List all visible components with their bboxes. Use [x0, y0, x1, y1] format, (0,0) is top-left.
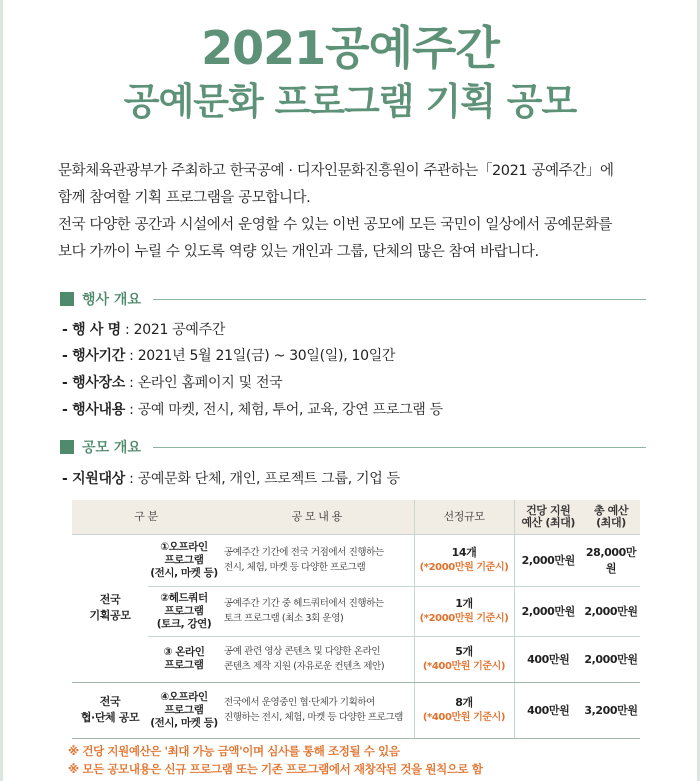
section-title: 공모 개요 — [82, 440, 141, 456]
scale-note: (*2000만원 기준시) — [419, 613, 509, 624]
program-scale — [414, 534, 514, 586]
program-scale — [414, 682, 514, 738]
program-budget: 2,000만원 — [514, 534, 582, 586]
program-total: 28,000만원 — [582, 534, 640, 586]
header-scale: 선정규모 — [414, 500, 514, 534]
table-row — [72, 534, 640, 586]
header-total — [582, 500, 640, 534]
info-label: - 지원대상 — [62, 471, 125, 487]
info-value: : 2021년 5월 21일(금) ~ 30일(일), 10일간 — [124, 348, 396, 364]
group-label-association: 전국 협·단체 공모 — [72, 682, 148, 738]
program-type: ②헤드쿼터 프로그램 (토크, 강연) — [148, 586, 220, 636]
eligibility-row — [62, 469, 400, 489]
info-value: : 온라인 홈페이지 및 전국 — [124, 375, 283, 391]
info-label: - 행 사 명 — [62, 322, 121, 338]
program-desc: 공예주간 기간에 전국 거점에서 진행하는 전시, 체험, 마켓 등 다양한 프로그램 — [220, 534, 414, 586]
info-label: - 행사기간 — [62, 348, 125, 364]
contest-table — [72, 500, 640, 739]
section-marker-icon — [60, 440, 74, 454]
header-budget-line1: 건당 지원 — [526, 503, 571, 517]
note-originality: ※ 모든 공모내용은 신규 프로그램 또는 기존 프로그램에서 재창작된 것을 원칙으로 함 — [68, 762, 483, 776]
table-row — [72, 636, 640, 682]
header-total-line2: (최대) — [596, 515, 626, 529]
group-label-national: 전국 기획공모 — [72, 534, 148, 682]
section-marker-icon — [60, 292, 74, 306]
program-budget: 400만원 — [514, 682, 582, 738]
program-scale — [414, 586, 514, 636]
intro-line: 함께 참여할 기획 프로그램을 공모합니다. — [58, 190, 311, 206]
intro-paragraph — [58, 158, 658, 266]
section-title: 행사 개요 — [82, 292, 141, 308]
info-label: - 행사내용 — [62, 402, 125, 418]
note-budget: ※ 건당 지원예산은 '최대 가능 금액'이며 심사를 통해 조정될 수 있음 — [68, 744, 400, 758]
program-type: ④오프라인 프로그램 (전시, 마켓 등) — [148, 682, 220, 738]
page-title-line2: 공예문화 프로그램 기획 공모 — [123, 80, 577, 123]
header-total-line1: 총 예산 — [593, 503, 629, 517]
table-row — [72, 682, 640, 738]
event-name-row — [62, 320, 225, 340]
program-scale — [414, 636, 514, 682]
program-desc: 공예주간 기간 중 헤드쿼터에서 진행하는 토크 프로그램 (최소 3회 운영) — [220, 586, 414, 636]
scale-note: (*400만원 기준시) — [422, 661, 506, 672]
intro-line: 보다 가까이 누릴 수 있도록 역량 있는 개인과 그룹, 단체의 많은 참여 바랍니다. — [58, 244, 539, 260]
info-value: : 공예 마켓, 전시, 체험, 투어, 교육, 강연 프로그램 등 — [124, 402, 443, 418]
event-period-row — [62, 346, 395, 366]
scale-note: (*400만원 기준시) — [422, 712, 506, 723]
program-budget: 2,000만원 — [514, 586, 582, 636]
header-budget — [514, 500, 582, 534]
scale-count: 5개 — [455, 645, 473, 658]
info-value: : 2021 공예주간 — [120, 322, 226, 338]
event-content-row — [62, 400, 443, 420]
page-title-line1: 2021공예주간 — [201, 21, 499, 75]
header-content: 공 모 내 용 — [220, 500, 414, 534]
section-divider — [153, 447, 646, 448]
event-place-row — [62, 373, 282, 393]
scale-count: 14개 — [451, 546, 477, 559]
program-total: 2,000만원 — [582, 636, 640, 682]
scale-count: 8개 — [455, 696, 473, 709]
intro-line: 문화체육관광부가 주최하고 한국공예 · 디자인문화진흥원이 주관하는「2021 공예주간」에 — [58, 163, 614, 179]
table-header-row — [72, 500, 640, 534]
header-budget-line2: 예산 (최대) — [521, 515, 576, 529]
scale-count: 1개 — [455, 597, 473, 610]
program-budget: 400만원 — [514, 636, 582, 682]
program-total: 3,200만원 — [582, 682, 640, 738]
scale-note: (*2000만원 기준시) — [419, 562, 509, 573]
program-total: 2,000만원 — [582, 586, 640, 636]
program-type: ③ 온라인 프로그램 — [148, 636, 220, 682]
header-gubun: 구 분 — [72, 500, 220, 534]
program-desc: 전국에서 운영중인 협·단체가 기획하여 진행하는 전시, 체험, 마켓 등 다양한 프로그램 — [220, 682, 414, 738]
table-row — [72, 586, 640, 636]
program-desc: 공예 관련 영상 콘텐츠 및 다양한 온라인 콘텐츠 제작 지원 (자유로운 컨텐츠 제안) — [220, 636, 414, 682]
intro-line: 전국 다양한 공간과 시설에서 운영할 수 있는 이번 공모에 모든 국민이 일상에서 공예문화를 — [58, 217, 612, 233]
info-label: - 행사장소 — [62, 375, 125, 391]
info-value: : 공예문화 단체, 개인, 프로젝트 그룹, 기업 등 — [124, 471, 400, 487]
program-type: ①오프라인 프로그램 (전시, 마켓 등) — [148, 534, 220, 586]
section-header-event-overview — [60, 289, 646, 309]
section-header-contest-overview — [60, 437, 646, 457]
section-divider — [153, 299, 646, 300]
